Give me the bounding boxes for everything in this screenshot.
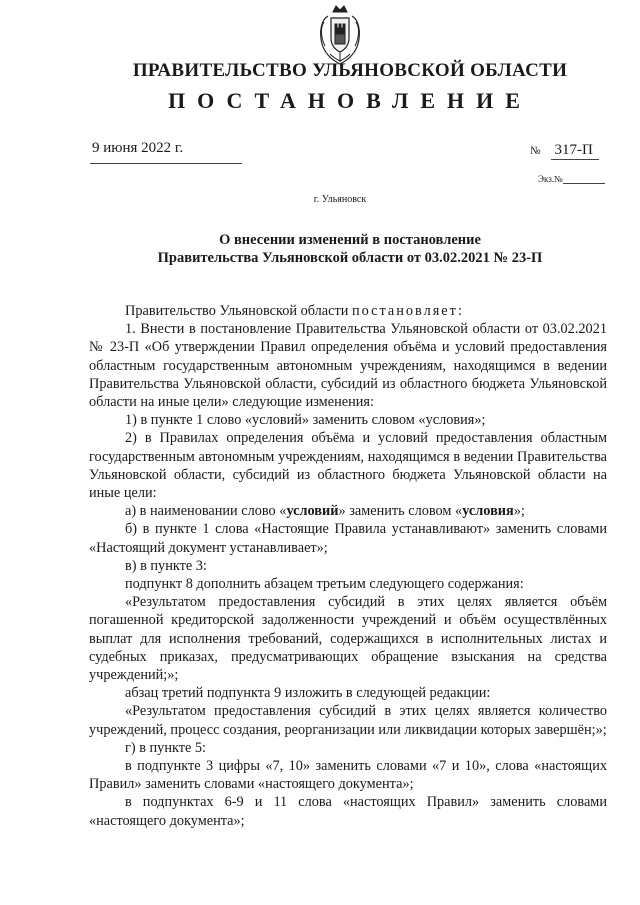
city-label: г. Ульяновск [313,194,367,205]
paragraph-8: «Результатом предоставления субсидий в этих целях является объём погашенной кредиторской задолженности учреждений и объём осуществлённых выплат для исполнения требований, содержащихся в исполнительных листах и судебных приказах, предусматривающих обращение взыскания на средства учреждений;»; [89,594,607,684]
document-body [89,302,607,830]
paragraph-6: в) в пункте 3: [125,557,207,574]
intro-paragraph [89,302,607,320]
document-date: 9 июня 2022 г. [92,140,184,156]
copy-number-line [563,183,605,184]
p4-text-a: а) в наименовании слово « [125,503,287,520]
intro-decree-word: постановляет [351,303,458,319]
paragraph-2: 1) в пункте 1 слово «условий» заменить словом «условия»; [125,412,486,429]
paragraph-3: 2) в Правилах определения объёма и условий предоставления областным государственным автономным учреждениям, находящимся в ведении Правительства Ульяновской области, субсидий из областного бюджета Ульяновской области на иные цели: [89,430,607,502]
paragraph-5: б) в пункте 1 слова «Настоящие Правила устанавливают» заменить словами «Настоящий документ устанавливает»; [89,521,607,556]
paragraph-12: в подпункте 3 цифры «7, 10» заменить словами «7 и 10», слова «настоящих Правил» заменить словами «настоящего документа»; [89,758,607,793]
paragraph-13: в подпунктах 6-9 и 11 слова «настоящих Правил» заменить словами «настоящего документа»; [89,794,607,829]
document-number-block [530,141,599,160]
paragraph-10: «Результатом предоставления субсидий в этих целях является количество учреждений, процесс создания, реорганизации или ликвидации которых завершён;»; [89,703,607,738]
subject-line-2: Правительства Ульяновской области от 03.02.2021 № 23-П [157,250,543,266]
date-underline [90,163,242,164]
government-title: ПРАВИТЕЛЬСТВО УЛЬЯНОВСКОЙ ОБЛАСТИ [132,60,568,81]
subject-line-1: О внесении изменений в постановление [219,232,481,248]
paragraph-4 [89,502,607,520]
copy-number-label: Экз.№ [538,174,563,184]
p4-text-c: » заменить словом « [338,503,463,520]
intro-text: Правительство Ульяновской области [125,303,352,319]
copy-number-field [538,174,605,184]
document-number: 317-П [551,142,599,160]
paragraph-7: подпункт 8 дополнить абзацем третьим следующего содержания: [125,576,524,593]
p4-bold-word-1: условий [286,503,339,520]
p4-text-e: »; [513,503,525,520]
document-subject [40,231,640,267]
paragraph-11: г) в пункте 5: [125,739,207,756]
intro-colon: : [457,303,462,319]
paragraph-1: 1. Внести в постановление Правительства Ульяновской области от 03.02.2021 № 23-П «Об утверждении Правил определения объёма и условий предоставления областным государственным автономным учреждениям, находящимся в ведении Правительства Ульяновской области, субсидий из областного бюджета Ульяновской области на иные цели» следующие изменения: [89,321,607,411]
number-sign: № [530,145,541,157]
paragraph-9: абзац третий подпункта 9 изложить в следующей редакции: [125,685,491,702]
p4-bold-word-2: условия [462,503,514,520]
coat-of-arms-emblem [316,4,364,66]
document-type-title: ПОСТАНОВЛЕНИЕ [168,88,532,113]
